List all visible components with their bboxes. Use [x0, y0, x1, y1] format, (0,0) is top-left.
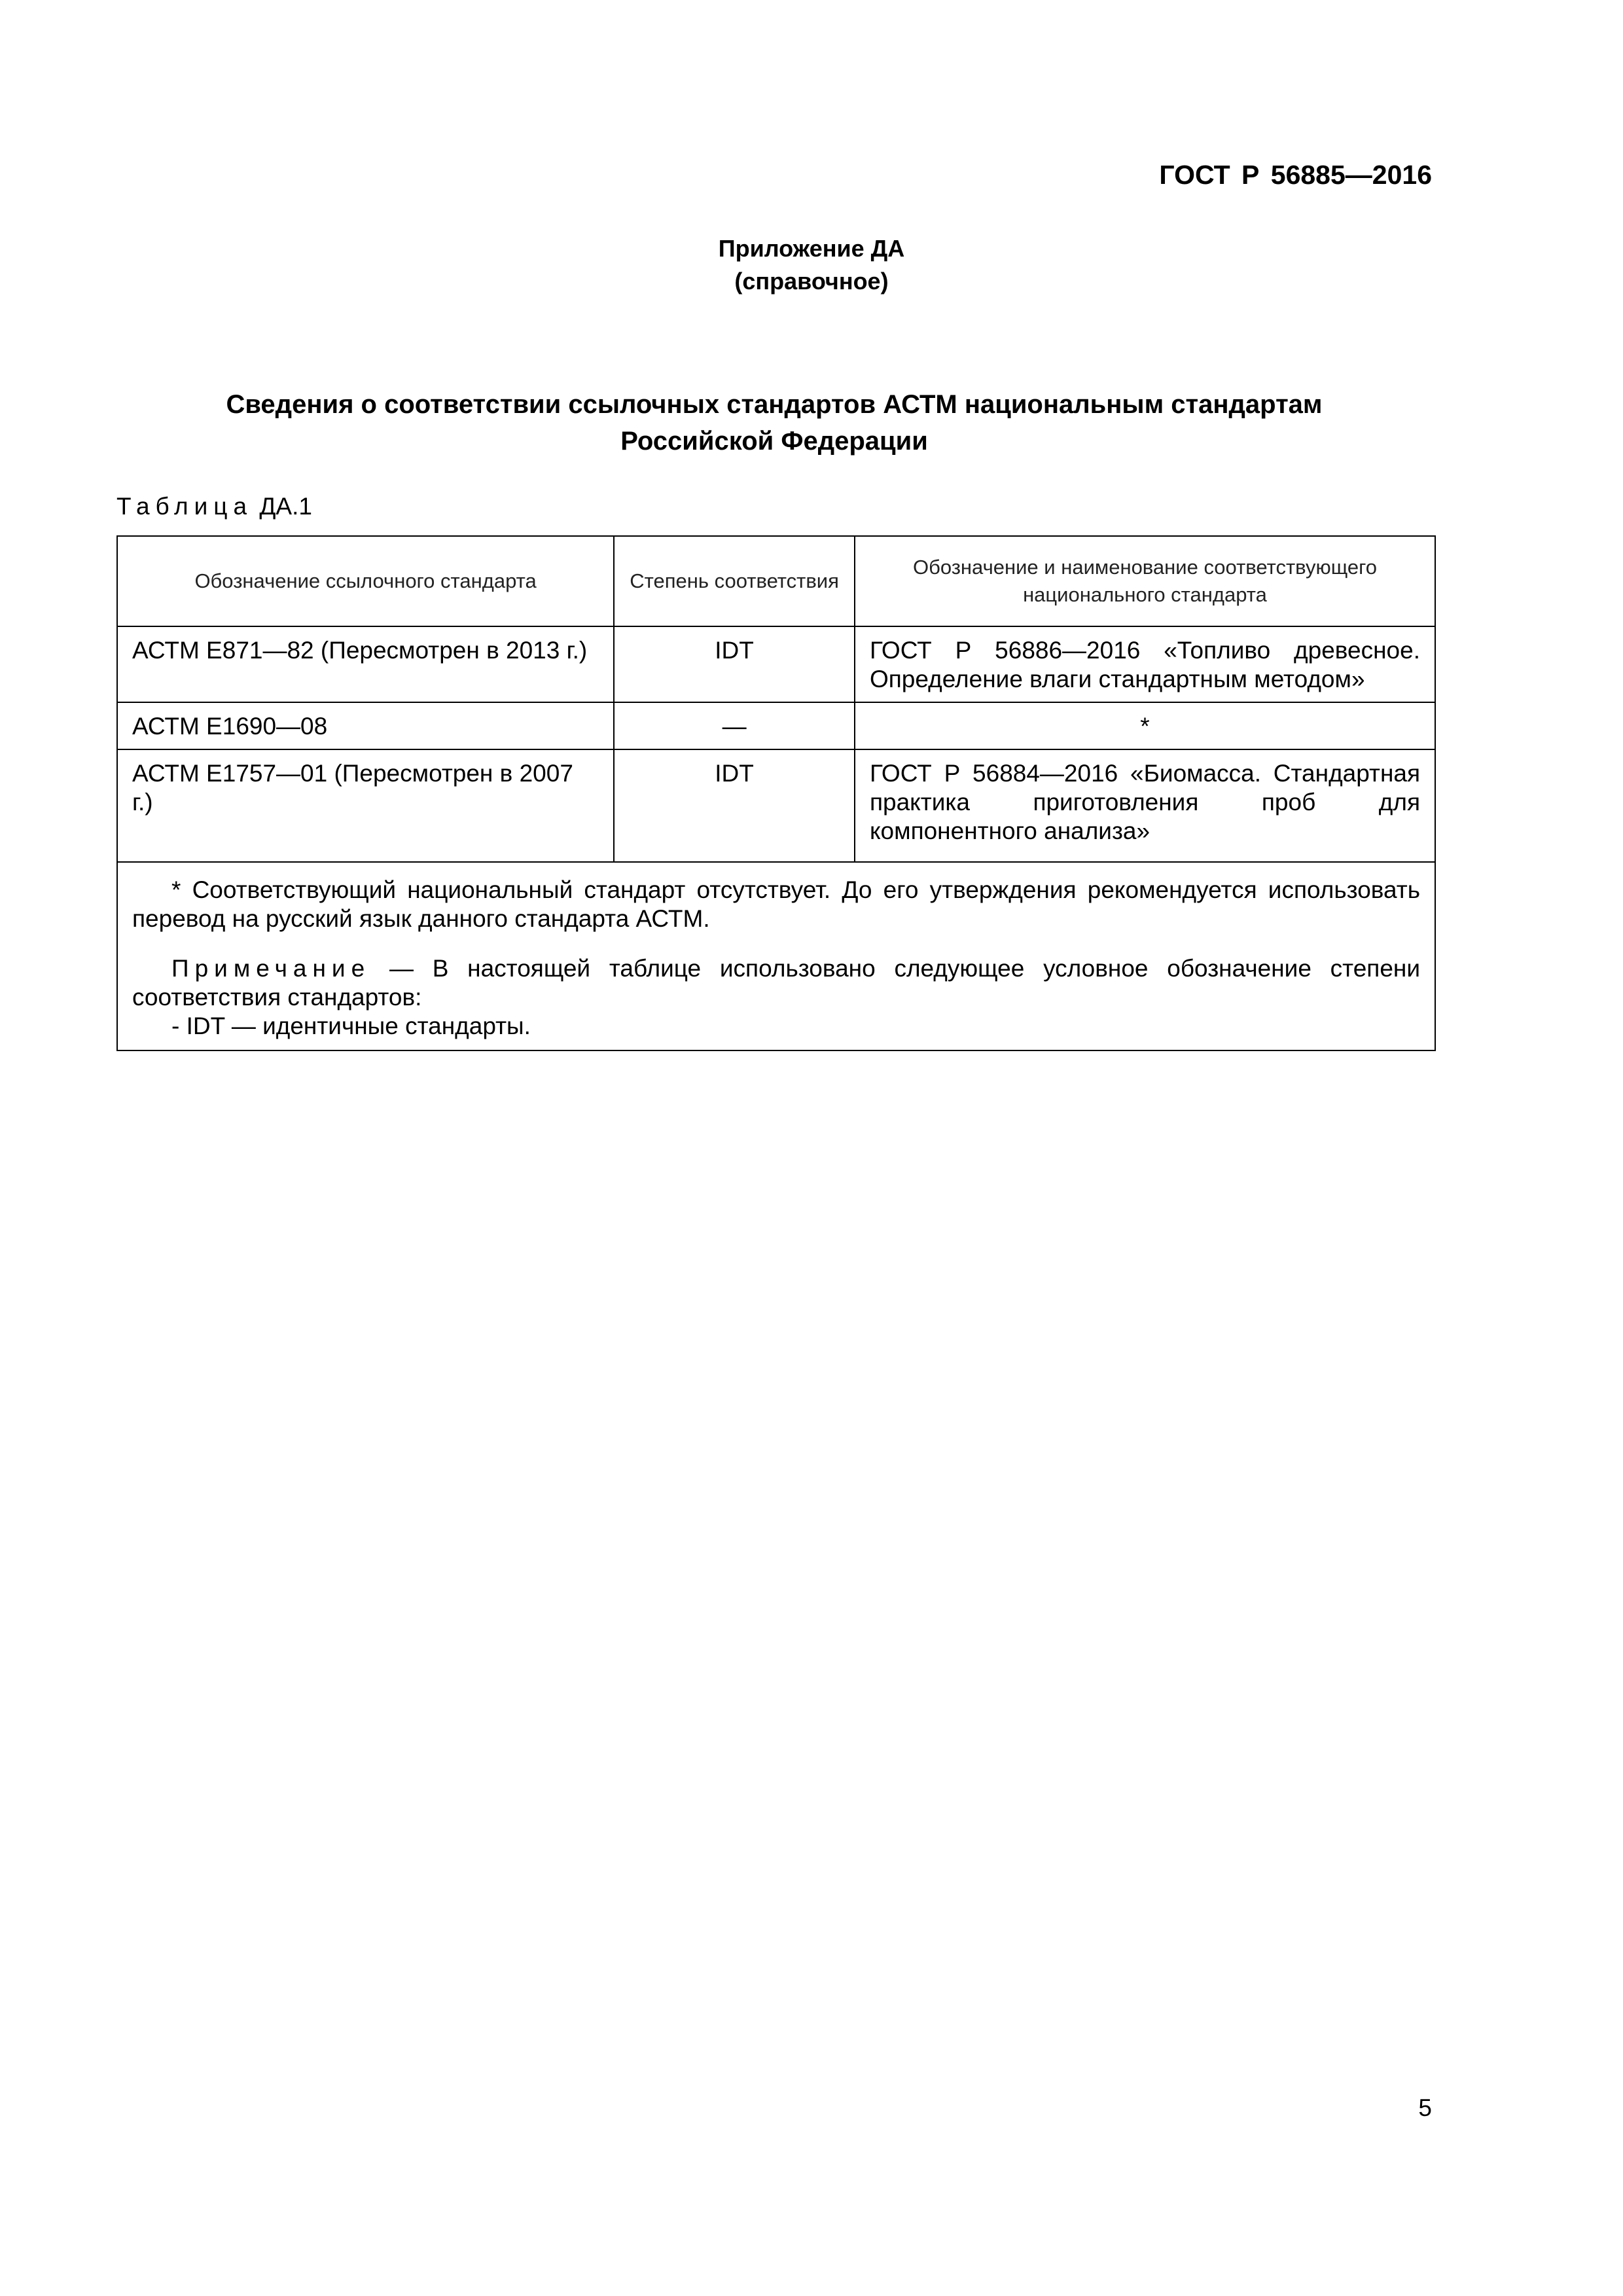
table-footer — [117, 862, 1435, 1050]
section-title — [116, 386, 1432, 459]
cell-national: ГОСТ Р 56884—2016 «Биомасса. Стандартная практика приготовления проб для компонентного анализа» — [855, 749, 1435, 862]
section-title-line-1: Сведения о соответствии ссылочных стандартов АСТМ национальным стандартам — [226, 390, 1323, 419]
header-reference-standard: Обозначение ссылочного стандарта — [117, 536, 614, 626]
footnote: * Соответствующий национальный стандарт отсутствует. До его утверждения рекомендуется использовать перевод на русский язык данного стандарта АСТМ. — [132, 876, 1420, 932]
table-row — [117, 702, 1435, 749]
note — [132, 954, 1420, 1012]
note-text: — В настоящей таблице использовано следующее условное обозначение степени соответствия стандартов: — [132, 955, 1420, 1011]
cell-reference: АСТМ Е1757—01 (Пересмотрен в 2007 г.) — [117, 749, 614, 862]
cell-national: * — [855, 702, 1435, 749]
cell-degree: — — [614, 702, 855, 749]
table-row — [117, 749, 1435, 862]
document-code: ГОСТ Р 56885—2016 — [1159, 160, 1432, 190]
table-caption-number: ДА.1 — [253, 493, 312, 520]
standards-table — [116, 535, 1436, 1051]
appendix-title: Приложение ДА — [718, 235, 905, 262]
header-degree: Степень соответствия — [614, 536, 855, 626]
table-row — [117, 626, 1435, 702]
cell-degree: IDT — [614, 626, 855, 702]
table-caption-word: Таблица — [116, 493, 253, 520]
cell-reference: АСТМ Е871—82 (Пересмотрен в 2013 г.) — [117, 626, 614, 702]
table-footer-row — [117, 862, 1435, 1050]
note-item: - IDT — идентичные стандарты. — [171, 1013, 531, 1039]
page-number: 5 — [1418, 2094, 1432, 2121]
table-header-row — [117, 536, 1435, 626]
header-national-standard: Обозначение и наименование соответствующего национального стандарта — [855, 536, 1435, 626]
appendix-kind: (справочное) — [734, 268, 889, 295]
cell-degree: IDT — [614, 749, 855, 862]
table-caption — [116, 493, 312, 520]
cell-national: ГОСТ Р 56886—2016 «Топливо древесное. Определение влаги стандартным методом» — [855, 626, 1435, 702]
note-label: Примечание — [171, 955, 371, 982]
section-title-line-2: Российской Федерации — [620, 427, 928, 456]
cell-reference: АСТМ Е1690—08 — [117, 702, 614, 749]
